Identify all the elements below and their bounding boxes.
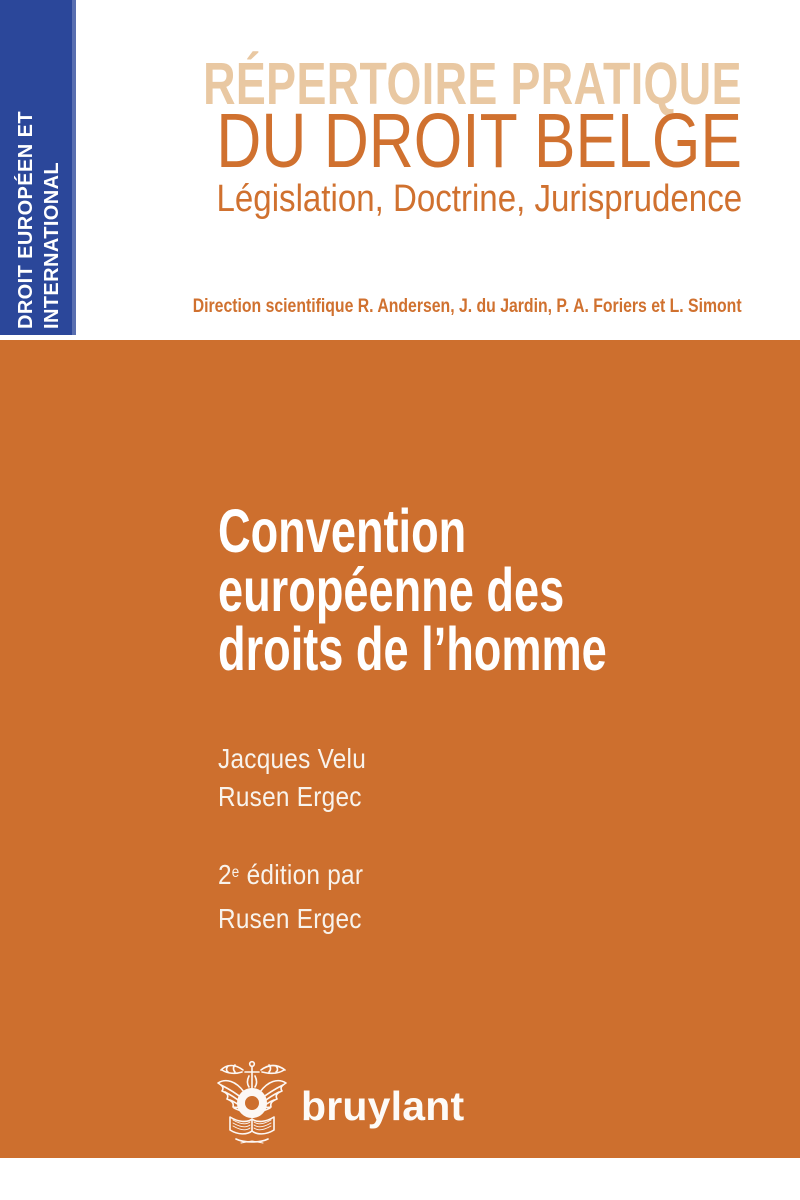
spine-label-line-2: INTERNATIONAL [41, 161, 63, 329]
book-title-line-2: européenne des [218, 556, 565, 624]
edition-editor: Rusen Ergec [218, 903, 362, 934]
book-title-line-1: Convention [218, 497, 467, 565]
orange-panel [0, 340, 800, 1158]
author-block [218, 740, 366, 816]
author-name-1: Jacques Velu [218, 743, 367, 774]
publisher-name: bruylant [301, 1083, 465, 1129]
edition-block [218, 855, 363, 938]
author-name-2: Rusen Ergec [218, 781, 362, 812]
book-title-line-3: droits de l’homme [218, 615, 607, 683]
spine-strip [0, 0, 76, 335]
spine-label-line-1: DROIT EUROPÉEN ET [15, 111, 37, 329]
series-title: RÉPERTOIRE PRATIQUE [203, 51, 742, 117]
edition-number: 2 [218, 859, 232, 890]
footer-margin [0, 1158, 800, 1200]
edition-superscript: e [231, 864, 240, 882]
edition-note [218, 855, 363, 899]
book-title [218, 497, 607, 683]
series-subtitle: DU DROIT BELGE [216, 98, 742, 184]
spine-label [13, 0, 65, 333]
edition-text: édition par [246, 859, 364, 890]
direction-credit: Direction scientifique R. Andersen, J. du Jardin, P. A. Foriers et L. Simont [193, 295, 742, 317]
bruylant-crest-icon [214, 1059, 292, 1147]
series-tagline: Législation, Doctrine, Jurisprudence [216, 178, 742, 220]
